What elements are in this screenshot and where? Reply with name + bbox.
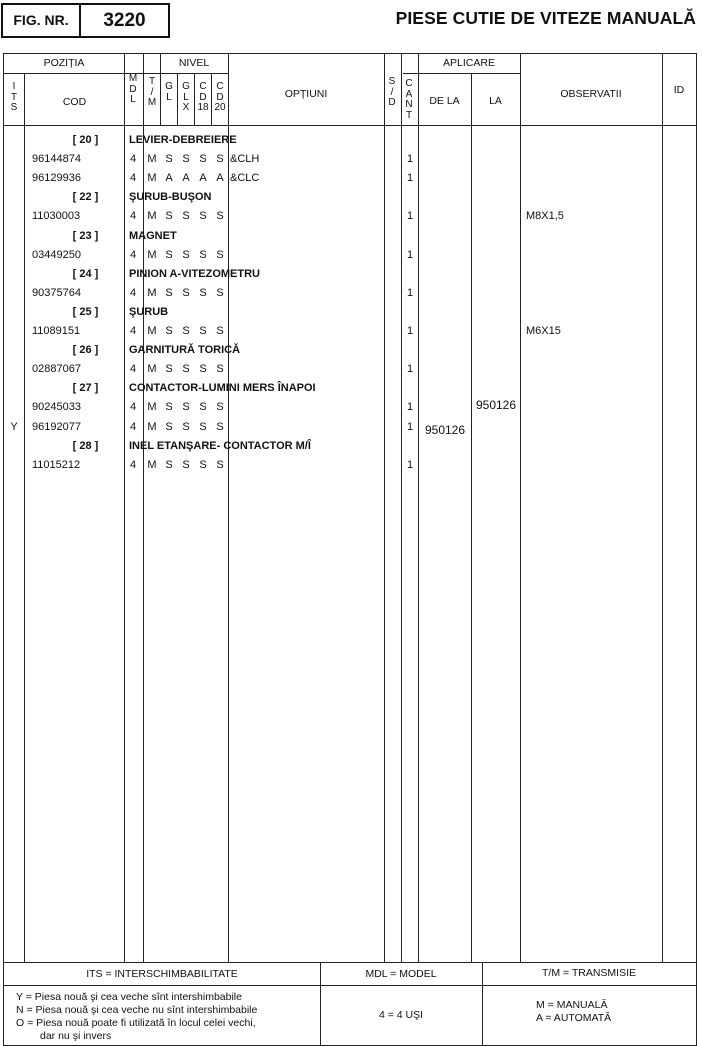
cell-tm: M <box>147 401 157 414</box>
cell-gl: S <box>165 248 173 261</box>
rule <box>4 125 696 126</box>
cell-tm: M <box>147 420 157 433</box>
cell-cant: 1 <box>406 210 414 223</box>
cell-glx: S <box>182 458 190 471</box>
cell-cd20: S <box>216 458 224 471</box>
cell-cd18: S <box>199 420 207 433</box>
cell-tm: M <box>147 153 157 166</box>
header-cod: COD <box>62 96 87 108</box>
cell-mdl: 4 <box>129 248 137 261</box>
cell-tm: M <box>147 172 157 185</box>
rule <box>24 73 25 962</box>
section-position: [ 22 ] <box>72 191 99 204</box>
cell-mdl: 4 <box>129 363 137 376</box>
cell-cod: 96144874 <box>32 153 81 166</box>
cell-cod: 90375764 <box>32 286 81 299</box>
legend-its-line: N = Piesa nouă şi cea veche nu sînt intershimbabile <box>16 1004 258 1016</box>
cell-cant: 1 <box>406 458 414 471</box>
section-position: [ 25 ] <box>72 305 99 318</box>
cell-cd18: S <box>199 325 207 337</box>
cell-mdl: 4 <box>129 153 137 166</box>
cell-cd20: S <box>216 325 224 337</box>
cell-its: Y <box>10 420 18 433</box>
section-position: [ 24 ] <box>72 267 99 280</box>
cell-tm: M <box>147 325 157 337</box>
cell-glx: S <box>182 210 190 223</box>
legend-mdl-line: 4 = 4 UŞI <box>378 1009 424 1021</box>
cell-gl: S <box>165 458 173 471</box>
header-gl: G L <box>165 81 173 103</box>
section-position: [ 28 ] <box>72 439 99 452</box>
cell-cd20: S <box>216 363 224 376</box>
cell-optiuni: &CLH <box>230 153 260 166</box>
cell-cod: 96129936 <box>32 172 81 185</box>
rule <box>471 73 472 962</box>
legend-tm-line: M = MANUALĂ <box>536 999 608 1011</box>
cell-cd18: A <box>199 172 207 185</box>
section-name: LEVIER-DEBREIERE <box>129 134 237 146</box>
rule <box>143 54 144 962</box>
cell-cd18: S <box>199 286 207 299</box>
header-de-la: DE LA <box>429 95 460 107</box>
cell-tm: M <box>147 363 157 376</box>
header-optiuni: OPȚIUNI <box>284 88 328 100</box>
cell-cd20: S <box>216 401 224 414</box>
rule <box>403 73 520 74</box>
cell-cant: 1 <box>406 401 414 414</box>
cell-gl: S <box>165 210 173 223</box>
section-name: INEL ETANŞARE- CONTACTOR M/Î <box>129 439 311 452</box>
section-name: ŞURUB-BUŞON <box>129 191 212 204</box>
cell-mdl: 4 <box>129 420 137 433</box>
cell-cd20: S <box>216 153 224 166</box>
header-nivel: NIVEL <box>178 57 210 69</box>
figure-label: FIG. NR. <box>3 5 81 36</box>
cell-mdl: 4 <box>129 401 137 414</box>
page-title: PIESE CUTIE DE VITEZE MANUALĂ <box>395 8 696 28</box>
cell-tm: M <box>147 458 157 471</box>
cell-mdl: 4 <box>129 210 137 223</box>
cell-de-la: 950126 <box>424 422 466 437</box>
cell-cant: 1 <box>406 286 414 299</box>
cell-cod: 11015212 <box>32 458 81 471</box>
cell-cd18: S <box>199 458 207 471</box>
cell-gl: S <box>165 420 173 433</box>
cell-gl: S <box>165 153 173 166</box>
cell-cd18: S <box>199 210 207 223</box>
cell-mdl: 4 <box>129 172 137 185</box>
cell-cod: 90245033 <box>32 401 81 414</box>
cell-la: 950126 <box>475 398 517 413</box>
section-name: CONTACTOR-LUMINI MERS ÎNAPOI <box>129 382 316 395</box>
header-sd: S / D <box>388 76 396 108</box>
cell-tm: M <box>147 210 157 223</box>
section-position: [ 20 ] <box>72 134 99 146</box>
header-mdl: M D L <box>128 73 138 105</box>
cell-cd20: S <box>216 286 224 299</box>
header-pozitia: POZIȚIA <box>43 57 85 69</box>
section-name: MAGNET <box>129 229 177 242</box>
header-its: I T S <box>10 81 18 113</box>
cell-mdl: 4 <box>129 458 137 471</box>
cell-cd20: A <box>216 172 224 185</box>
cell-cd18: S <box>199 153 207 166</box>
section-name: ŞURUB <box>129 305 169 318</box>
header-aplicare: APLICARE <box>443 57 495 69</box>
cell-cd20: S <box>216 248 224 261</box>
legend-mdl-title: MDL = MODEL <box>365 968 437 980</box>
cell-mdl: 4 <box>129 325 137 337</box>
header-cd20: C D 20 <box>214 81 226 113</box>
rule <box>662 54 663 962</box>
legend-tm-title: T/M = TRANSMISIE <box>541 967 637 979</box>
cell-glx: S <box>182 363 190 376</box>
cell-glx: S <box>182 420 190 433</box>
rule <box>228 54 229 962</box>
cell-gl: S <box>165 401 173 414</box>
cell-cd20: S <box>216 420 224 433</box>
section-position: [ 27 ] <box>72 382 99 395</box>
rule <box>4 985 696 986</box>
legend-its-title: ITS = INTERSCHIMBABILITATE <box>86 968 238 980</box>
cell-cod: 11030003 <box>32 210 81 223</box>
cell-gl: S <box>165 286 173 299</box>
rule <box>124 54 125 962</box>
cell-cd18: S <box>199 248 207 261</box>
cell-cant: 1 <box>406 153 414 166</box>
rule <box>177 73 178 125</box>
cell-glx: S <box>182 286 190 299</box>
legend-its-line: Y = Piesa nouă şi cea veche sînt intershimbabile <box>16 991 242 1003</box>
rule <box>4 962 696 963</box>
figure-number-box <box>1 3 170 38</box>
header-observatii: OBSERVATII <box>560 88 622 100</box>
cell-gl: A <box>165 172 173 185</box>
cell-cod: 03449250 <box>32 248 81 261</box>
cell-mdl: 4 <box>129 286 137 299</box>
cell-glx: A <box>182 172 190 185</box>
cell-cd18: S <box>199 401 207 414</box>
rule <box>384 54 385 962</box>
cell-cod: 11089151 <box>32 325 81 337</box>
legend-its-line: O = Piesa nouă poate fi utilizată în locul celei vechi, <box>16 1017 256 1029</box>
cell-cant: 1 <box>406 248 414 261</box>
section-position: [ 26 ] <box>72 344 99 357</box>
section-name: PINION A-VITEZOMETRU <box>129 267 260 280</box>
cell-optiuni: &CLC <box>230 172 260 185</box>
header-id: ID <box>673 84 685 96</box>
cell-gl: S <box>165 325 173 337</box>
header-tm: T / M <box>147 76 157 108</box>
cell-glx: S <box>182 401 190 414</box>
header-la: LA <box>489 95 502 107</box>
cell-cd18: S <box>199 363 207 376</box>
cell-observatii: M6X15 <box>526 325 561 337</box>
figure-number: 3220 <box>103 10 146 31</box>
cell-tm: M <box>147 286 157 299</box>
rule <box>520 54 521 962</box>
legend-tm-line: A = AUTOMATĂ <box>536 1012 612 1024</box>
cell-cant: 1 <box>406 420 414 433</box>
cell-glx: S <box>182 248 190 261</box>
cell-tm: M <box>147 248 157 261</box>
cell-cod: 96192077 <box>32 420 81 433</box>
legend-its-line: dar nu şi invers <box>40 1030 112 1042</box>
section-position: [ 23 ] <box>72 229 99 242</box>
header-cd18: C D 18 <box>197 81 209 113</box>
section-name: GARNITURĂ TORICĂ <box>129 344 241 357</box>
cell-observatii: M8X1,5 <box>526 210 564 223</box>
cell-cd20: S <box>216 210 224 223</box>
rule <box>418 54 419 962</box>
cell-cant: 1 <box>406 172 414 185</box>
cell-gl: S <box>165 363 173 376</box>
rule <box>401 54 402 962</box>
cell-cant: 1 <box>406 325 414 337</box>
header-cant: C A N T <box>405 78 413 121</box>
cell-cant: 1 <box>406 363 414 376</box>
header-glx: G L X <box>182 81 190 113</box>
cell-cod: 02887067 <box>32 363 81 376</box>
cell-glx: S <box>182 325 190 337</box>
cell-glx: S <box>182 153 190 166</box>
